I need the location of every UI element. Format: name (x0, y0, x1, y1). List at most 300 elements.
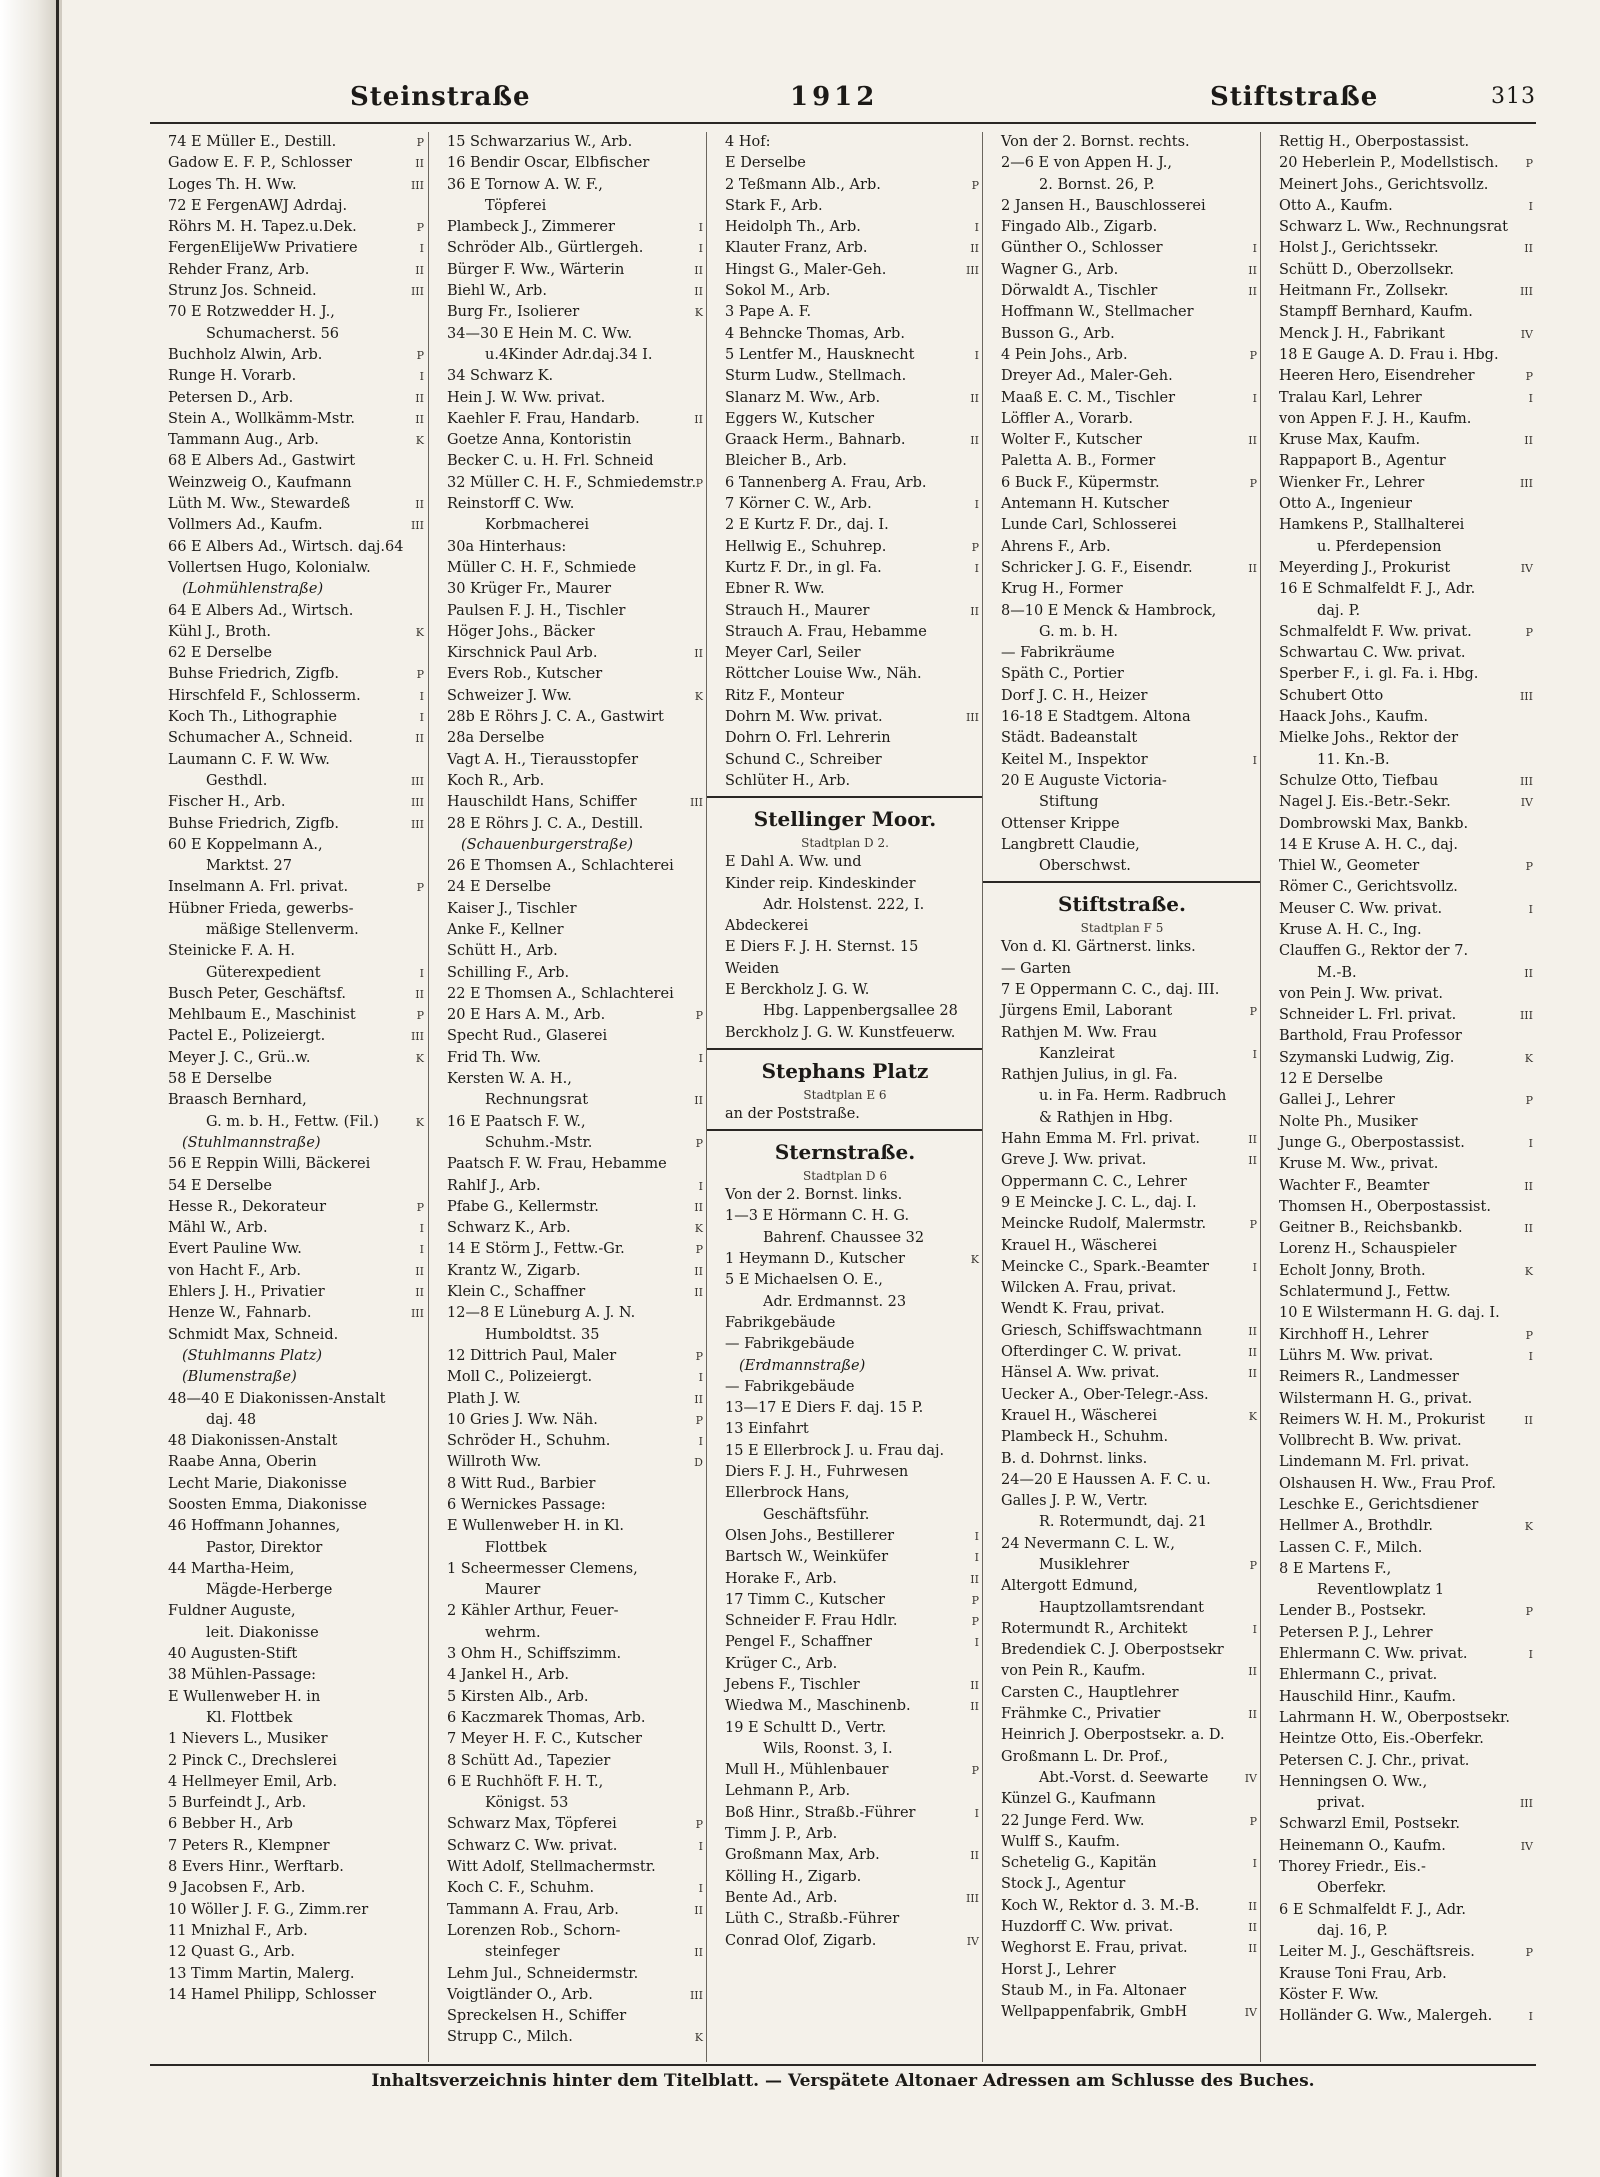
entry-text: 4 Behncke Thomas, Arb. (725, 325, 905, 342)
entry-text: Lunde Carl, Schlosserei (1001, 517, 1177, 534)
directory-entry (1261, 1644, 1537, 1665)
entry-text: Rehder Franz, Arb. (168, 261, 310, 278)
floor-marker: P (416, 221, 424, 235)
entry-text: 7 Körner C. W., Arb. (725, 496, 872, 513)
floor-marker: II (1248, 561, 1257, 575)
directory-entry (429, 707, 707, 728)
entry-text: E Derselbe (725, 155, 806, 172)
directory-entry (983, 1001, 1261, 1022)
directory-entry (707, 707, 983, 728)
floor-marker: II (415, 157, 424, 171)
entry-text: Rettig H., Oberpostassist. (1279, 134, 1470, 150)
entry-text: Schricker J. G. F., Eisendr. (1001, 559, 1193, 576)
entry-text: 2 Jansen H., Bauschlosserei (1001, 197, 1206, 214)
entry-text: Schneider L. Frl. privat. (1279, 1007, 1457, 1024)
directory-entry (150, 473, 428, 494)
directory-entry (1261, 750, 1537, 771)
entry-text: Stein A., Wollkämm-Mstr. (168, 410, 356, 427)
entry-text: 11. Kn.-B. (1317, 751, 1390, 768)
floor-marker: III (1519, 1797, 1533, 1811)
directory-entry (707, 1845, 983, 1866)
entry-text: 5 Lentfer M., Hausknecht (725, 346, 915, 363)
directory-entry (983, 1832, 1261, 1853)
entry-text: Wils, Roonst. 3, I. (763, 1740, 893, 1757)
entry-text: Timm J. P., Arb. (725, 1826, 838, 1843)
floor-marker: I (419, 966, 424, 980)
entry-text: Voigtländer O., Arb. (447, 1986, 593, 2003)
directory-entry (429, 1878, 707, 1899)
entry-text: Ahrens F., Arb. (1001, 538, 1111, 555)
directory-entry (983, 937, 1261, 958)
directory-entry (429, 899, 707, 920)
directory-entry (983, 473, 1261, 494)
directory-entry (1261, 1921, 1537, 1942)
entry-text: E Diers F. J. H. Sternst. 15 (725, 939, 919, 956)
floor-marker: I (419, 370, 424, 384)
entry-text: Spreckelsen H., Schiffer (447, 2008, 627, 2025)
floor-marker: K (694, 306, 703, 320)
section-title: Sternstraße. (774, 1140, 916, 1165)
directory-entry (429, 1346, 707, 1367)
floor-marker: I (698, 1839, 703, 1853)
cross-street-label (429, 835, 707, 856)
floor-marker: II (415, 498, 424, 512)
section-title: Stephans Platz (761, 1058, 929, 1083)
entry-text: u. in Fa. Herm. Radbruch (1039, 1088, 1227, 1105)
floor-marker: II (970, 1849, 979, 1863)
section-map-reference: Stadtplan D 6 (803, 1169, 887, 1184)
directory-entry (1261, 1942, 1537, 1963)
entry-text: von Pein R., Kaufm. (1001, 1663, 1146, 1680)
directory-entry (150, 1623, 428, 1644)
entry-text: Lehm Jul., Schneidermstr. (447, 1965, 639, 1982)
directory-entry (707, 1104, 983, 1125)
floor-marker: P (971, 1615, 979, 1629)
entry-text: Barthold, Frau Professor (1279, 1028, 1462, 1045)
entry-text: Schulze Otto, Tiefbau (1279, 772, 1439, 789)
directory-entry (983, 153, 1261, 174)
entry-text: Mull H., Mühlenbauer (725, 1762, 889, 1779)
directory-entry (150, 366, 428, 387)
entry-text: 7 E Oppermann C. C., daj. III. (1001, 981, 1220, 998)
entry-text: 8 Witt Rud., Barbier (447, 1475, 596, 1492)
floor-marker: D (694, 1456, 703, 1470)
entry-text: Holländer G. Ww., Malergeh. (1279, 2008, 1493, 2025)
directory-entry (1261, 856, 1537, 877)
floor-marker: K (415, 1115, 424, 1129)
directory-entry (1261, 238, 1537, 259)
directory-entry (1261, 1325, 1537, 1346)
directory-entry (150, 1325, 428, 1346)
directory-entry (707, 1206, 983, 1227)
entry-text: Horake F., Arb. (725, 1570, 837, 1587)
directory-entry (429, 430, 707, 451)
directory-entry (707, 1590, 983, 1611)
directory-entry (150, 1708, 428, 1729)
directory-entry (150, 1176, 428, 1197)
directory-entry (983, 1981, 1261, 2002)
entry-text: Oberfekr. (1317, 1880, 1387, 1897)
entry-text: Schwarz L. Ww., Rechnungsrat (1279, 219, 1508, 236)
directory-entry (1261, 1985, 1537, 2006)
floor-marker: II (1248, 1665, 1257, 1679)
entry-text: 14 E Kruse A. H. C., daj. (1279, 836, 1458, 853)
entry-text: Kölling H., Zigarb. (725, 1868, 862, 1885)
entry-text: Moll C., Polizeiergt. (447, 1369, 593, 1386)
entry-text: Müller C. H. F., Schmiede (447, 559, 637, 576)
entry-text: Kinder reip. Kindeskinder (725, 875, 916, 892)
directory-entry (429, 1559, 707, 1580)
floor-marker: I (1252, 1622, 1257, 1636)
directory-entry (429, 920, 707, 941)
entry-text: Wolter F., Kutscher (1001, 432, 1142, 449)
directory-entry (983, 345, 1261, 366)
entry-text: Späth C., Portier (1001, 666, 1124, 683)
entry-text: Thorey Friedr., Eis.- (1279, 1859, 1426, 1876)
entry-text: Plambeck J., Zimmerer (447, 219, 615, 236)
directory-entry (1261, 835, 1537, 856)
floor-marker: II (1248, 1899, 1257, 1913)
directory-entry (429, 1239, 707, 1260)
directory-entry (429, 941, 707, 962)
entry-text: Hauschild Hinr., Kaufm. (1279, 1688, 1457, 1705)
floor-marker: I (1528, 1648, 1533, 1662)
entry-text: Nolte Ph., Musiker (1279, 1113, 1418, 1130)
directory-entry (983, 1044, 1261, 1065)
floor-marker: III (410, 1307, 424, 1321)
floor-marker: P (1249, 1005, 1257, 1019)
entry-text: Meyer Carl, Seiler (725, 645, 861, 662)
floor-marker: I (1252, 1260, 1257, 1274)
entry-text: Kaiser J., Tischler (447, 900, 577, 917)
directory-entry (983, 959, 1261, 980)
entry-text: 7 Meyer H. F. C., Kutscher (447, 1731, 642, 1748)
directory-entry (1261, 494, 1537, 515)
directory-entry (429, 558, 707, 579)
directory-entry (429, 1516, 707, 1537)
directory-entry (429, 856, 707, 877)
entry-text: (Stuhlmannstraße) (182, 1134, 321, 1151)
entry-text: Von der 2. Bornst. links. (725, 1187, 903, 1204)
entry-text: 4 Jankel H., Arb. (447, 1667, 570, 1684)
directory-entry (983, 430, 1261, 451)
directory-entry (429, 1154, 707, 1175)
entry-text: Olshausen H. Ww., Frau Prof. (1279, 1475, 1497, 1492)
directory-entry (150, 1601, 428, 1622)
cross-street-label (707, 1356, 983, 1377)
floor-marker: II (694, 1903, 703, 1917)
entry-text: 11 Mnizhal F., Arb. (168, 1922, 308, 1939)
directory-entry (707, 132, 983, 153)
entry-text: Paatsch F. W. Frau, Hebamme (447, 1156, 667, 1173)
entry-text: G. m. b. H., Fettw. (Fil.) (206, 1113, 379, 1130)
entry-text: Kruse A. H. C., Ing. (1279, 921, 1422, 938)
entry-text: 54 E Derselbe (168, 1177, 272, 1194)
directory-entry (1261, 1878, 1537, 1899)
directory-entry (983, 1768, 1261, 1789)
directory-entry (707, 324, 983, 345)
floor-marker: P (1525, 1605, 1533, 1619)
entry-text: Thiel W., Geometer (1279, 858, 1420, 875)
directory-entry (1261, 814, 1537, 835)
entry-text: Wachter F., Beamter (1279, 1177, 1430, 1194)
directory-entry (150, 771, 428, 792)
entry-text: Nagel J. Eis.-Betr.-Sekr. (1279, 794, 1451, 811)
directory-entry (707, 302, 983, 323)
directory-entry (1261, 1303, 1537, 1324)
floor-marker: P (1525, 157, 1533, 171)
directory-entry (150, 430, 428, 451)
entry-text: 30a Hinterhaus: (447, 538, 567, 555)
directory-entry (707, 1569, 983, 1590)
directory-entry (150, 686, 428, 707)
directory-entry (150, 409, 428, 430)
directory-entry (429, 1218, 707, 1239)
directory-entry (983, 238, 1261, 259)
directory-entry (429, 1431, 707, 1452)
directory-entry (983, 1917, 1261, 1938)
entry-text: 14 Hamel Philipp, Schlosser (168, 1986, 376, 2003)
entry-text: 46 Hoffmann Johannes, (168, 1518, 341, 1535)
floor-marker: III (410, 519, 424, 533)
entry-text: Weinzweig O., Kaufmann (168, 474, 352, 491)
floor-marker: K (694, 1222, 703, 1236)
floor-marker: II (970, 434, 979, 448)
entry-text: Hellmer A., Brothdlr. (1279, 1518, 1434, 1535)
entry-text: 6 E Schmalfeldt F. J., Adr. (1279, 1901, 1466, 1918)
directory-entry (150, 792, 428, 813)
directory-entry (983, 1449, 1261, 1470)
entry-text: Staub M., in Fa. Altonaer (1001, 1982, 1186, 1999)
entry-text: E Wullenweber H. in Kl. (447, 1518, 624, 1535)
floor-marker: K (415, 434, 424, 448)
entry-text: 64 E Albers Ad., Wirtsch. (168, 602, 354, 619)
directory-entry (429, 302, 707, 323)
entry-text: Slanarz M. Ww., Arb. (725, 389, 881, 406)
entry-text: 1 Heymann D., Kutscher (725, 1251, 905, 1268)
entry-text: Schneider F. Frau Hdlr. (725, 1613, 898, 1630)
directory-entry (1261, 1814, 1537, 1835)
page-number: 313 (1491, 84, 1536, 109)
entry-text: 58 E Derselbe (168, 1071, 272, 1088)
directory-entry (1261, 558, 1537, 579)
floor-marker: I (1528, 199, 1533, 213)
floor-marker: II (694, 1946, 703, 1960)
entry-text: Stock J., Agentur (1001, 1876, 1126, 1893)
directory-entry (983, 771, 1261, 792)
directory-entry (429, 728, 707, 749)
directory-entry (1261, 1793, 1537, 1814)
directory-entry (1261, 920, 1537, 941)
directory-entry (150, 281, 428, 302)
entry-text: Langbrett Claudie, (1001, 836, 1140, 853)
directory-entry (150, 707, 428, 728)
cross-street-label (150, 1346, 428, 1367)
directory-entry (983, 1150, 1261, 1171)
entry-text: Koch R., Arb. (447, 772, 545, 789)
entry-text: u.4Kinder Adr.daj.34 I. (485, 346, 653, 363)
entry-text: Stark F., Arb. (725, 197, 823, 214)
entry-text: Pactel E., Polizeiergt. (168, 1028, 326, 1045)
entry-text: 8 E Martens F., (1279, 1560, 1392, 1577)
directory-entry (983, 1257, 1261, 1278)
directory-entry (150, 899, 428, 920)
entry-text: Von d. Kl. Gärtnerst. links. (1001, 939, 1196, 956)
entry-text: 7 Peters R., Klempner (168, 1837, 330, 1854)
directory-entry (150, 1026, 428, 1047)
directory-entry (1261, 1282, 1537, 1303)
entry-text: von Pein J. Ww. privat. (1279, 985, 1443, 1002)
entry-text: Koch Th., Lithographie (168, 709, 337, 726)
directory-entry (983, 217, 1261, 238)
floor-marker: I (698, 1435, 703, 1449)
section-map-reference: Stadtplan D 2. (801, 836, 889, 851)
entry-text: 34—30 E Hein M. C. Ww. (447, 325, 633, 342)
floor-marker: P (1249, 1218, 1257, 1232)
directory-page (150, 74, 1536, 2114)
floor-marker: II (694, 1264, 703, 1278)
floor-marker: I (1528, 1349, 1533, 1363)
directory-entry (150, 1580, 428, 1601)
directory-entry (707, 558, 983, 579)
entry-text: 5 E Michaelsen O. E., (725, 1272, 883, 1289)
directory-entry (983, 1789, 1261, 1810)
entry-text: Schilling F., Arb. (447, 964, 570, 981)
directory-entry (1261, 1410, 1537, 1431)
directory-entry (429, 409, 707, 430)
entry-text: 16 Bendir Oscar, Elbfischer (447, 155, 650, 172)
directory-entry (983, 558, 1261, 579)
directory-entry (983, 1619, 1261, 1640)
directory-entry (150, 1942, 428, 1963)
entry-text: G. m. b. H. (1039, 623, 1119, 640)
floor-marker: II (1248, 1133, 1257, 1147)
directory-entry (983, 622, 1261, 643)
directory-entry (429, 132, 707, 153)
directory-entry (1261, 1026, 1537, 1047)
entry-text: Schweizer J. Ww. (447, 687, 572, 704)
entry-text: Tammann Aug., Arb. (168, 432, 319, 449)
entry-text: daj. 48 (206, 1411, 257, 1428)
floor-marker: II (970, 1679, 979, 1692)
directory-entry (983, 1193, 1261, 1214)
directory-entry (1261, 1665, 1537, 1686)
entry-text: 16 E Schmalfeldt F. J., Adr. (1279, 581, 1476, 598)
entry-text: Schütt H., Arb. (447, 943, 558, 960)
directory-entry (429, 494, 707, 515)
entry-text: Buhse Friedrich, Zigfb. (168, 815, 339, 832)
entry-text: Heitmann Fr., Zollsekr. (1279, 283, 1449, 300)
floor-marker: P (1525, 625, 1533, 639)
directory-entry (707, 728, 983, 749)
directory-entry (1261, 579, 1537, 600)
entry-text: (Erdmannstraße) (739, 1357, 866, 1374)
floor-marker: II (1524, 1179, 1533, 1193)
directory-entry (1261, 1367, 1537, 1388)
directory-entry (150, 1261, 428, 1282)
entry-text: Oppermann C. C., Lehrer (1001, 1173, 1187, 1190)
entry-text: 20 E Auguste Victoria- (1001, 772, 1167, 789)
directory-entry (707, 1526, 983, 1547)
floor-marker: IV (1244, 2006, 1257, 2020)
floor-marker: P (416, 1009, 424, 1023)
directory-entry (150, 814, 428, 835)
directory-entry (1261, 175, 1537, 196)
directory-entry (707, 1441, 983, 1462)
entry-text: Szymanski Ludwig, Zig. (1279, 1049, 1455, 1066)
floor-marker: I (698, 1179, 703, 1193)
entry-text: Schröder H., Schuhm. (447, 1433, 611, 1450)
entry-text: Kaehler F. Frau, Handarb. (447, 410, 640, 427)
directory-entry (1261, 1708, 1537, 1729)
directory-entry (983, 515, 1261, 536)
floor-marker: I (974, 1636, 979, 1650)
entry-text: Rathjen M. Ww. Frau (1001, 1024, 1157, 1041)
entry-text: Pastor, Direktor (206, 1539, 323, 1556)
entry-text: Rechnungsrat (485, 1092, 589, 1109)
directory-entry (150, 217, 428, 238)
directory-entry (983, 281, 1261, 302)
directory-entry (983, 1555, 1261, 1576)
entry-text: Haack Johs., Kaufm. (1279, 709, 1429, 726)
directory-entry (1261, 1857, 1537, 1878)
directory-entry (983, 980, 1261, 1001)
entry-text: Meincke C., Spark.-Beamter (1001, 1258, 1209, 1275)
entry-text: Stampff Bernhard, Kaufm. (1279, 304, 1473, 321)
entry-text: Schumacherst. 56 (206, 325, 340, 342)
directory-entry (983, 1960, 1261, 1981)
entry-text: Pengel F., Schaffner (725, 1634, 872, 1651)
entry-text: Röttcher Louise Ww., Näh. (725, 666, 922, 683)
directory-entry (1261, 1538, 1537, 1559)
entry-text: Strupp C., Milch. (447, 2029, 573, 2046)
entry-text: Geitner B., Reichsbankb. (1279, 1220, 1463, 1237)
columns-container (150, 132, 1536, 2062)
directory-entry (707, 1632, 983, 1653)
directory-entry (983, 1342, 1261, 1363)
directory-entry (150, 451, 428, 472)
entry-text: Soosten Emma, Diakonisse (168, 1497, 367, 1513)
binding-gutter (0, 0, 62, 2177)
directory-entry (707, 1824, 983, 1845)
entry-text: Abdeckerei (725, 918, 809, 935)
entry-text: Koch C. F., Schuhm. (447, 1880, 595, 1897)
entry-text: Carsten C., Hauptlehrer (1001, 1684, 1179, 1701)
directory-entry (707, 750, 983, 771)
directory-entry (707, 494, 983, 515)
floor-marker: I (974, 561, 979, 575)
section-header (707, 1129, 983, 1185)
entry-text: Ehlermann C. Ww. privat. (1279, 1646, 1468, 1663)
directory-entry (150, 1112, 428, 1133)
header-right-street: Stiftstraße (1210, 82, 1379, 112)
directory-entry (429, 1005, 707, 1026)
directory-entry (983, 388, 1261, 409)
entry-text: Flottbek (485, 1539, 547, 1556)
directory-entry (1261, 1197, 1537, 1218)
entry-text: (Blumenstraße) (182, 1369, 297, 1386)
directory-entry (983, 409, 1261, 430)
entry-text: Schwarz K., Arb. (447, 1220, 571, 1237)
directory-entry (707, 601, 983, 622)
directory-entry (429, 281, 707, 302)
entry-text: Lührs M. Ww. privat. (1279, 1347, 1434, 1364)
entry-text: Ritz F., Monteur (725, 687, 844, 704)
directory-entry (707, 1611, 983, 1632)
entry-text: Heidolph Th., Arb. (725, 219, 861, 236)
entry-text: Schwartau C. Ww. privat. (1279, 645, 1466, 662)
entry-text: Heinrich J. Oberpostsekr. a. D. (1001, 1727, 1225, 1744)
